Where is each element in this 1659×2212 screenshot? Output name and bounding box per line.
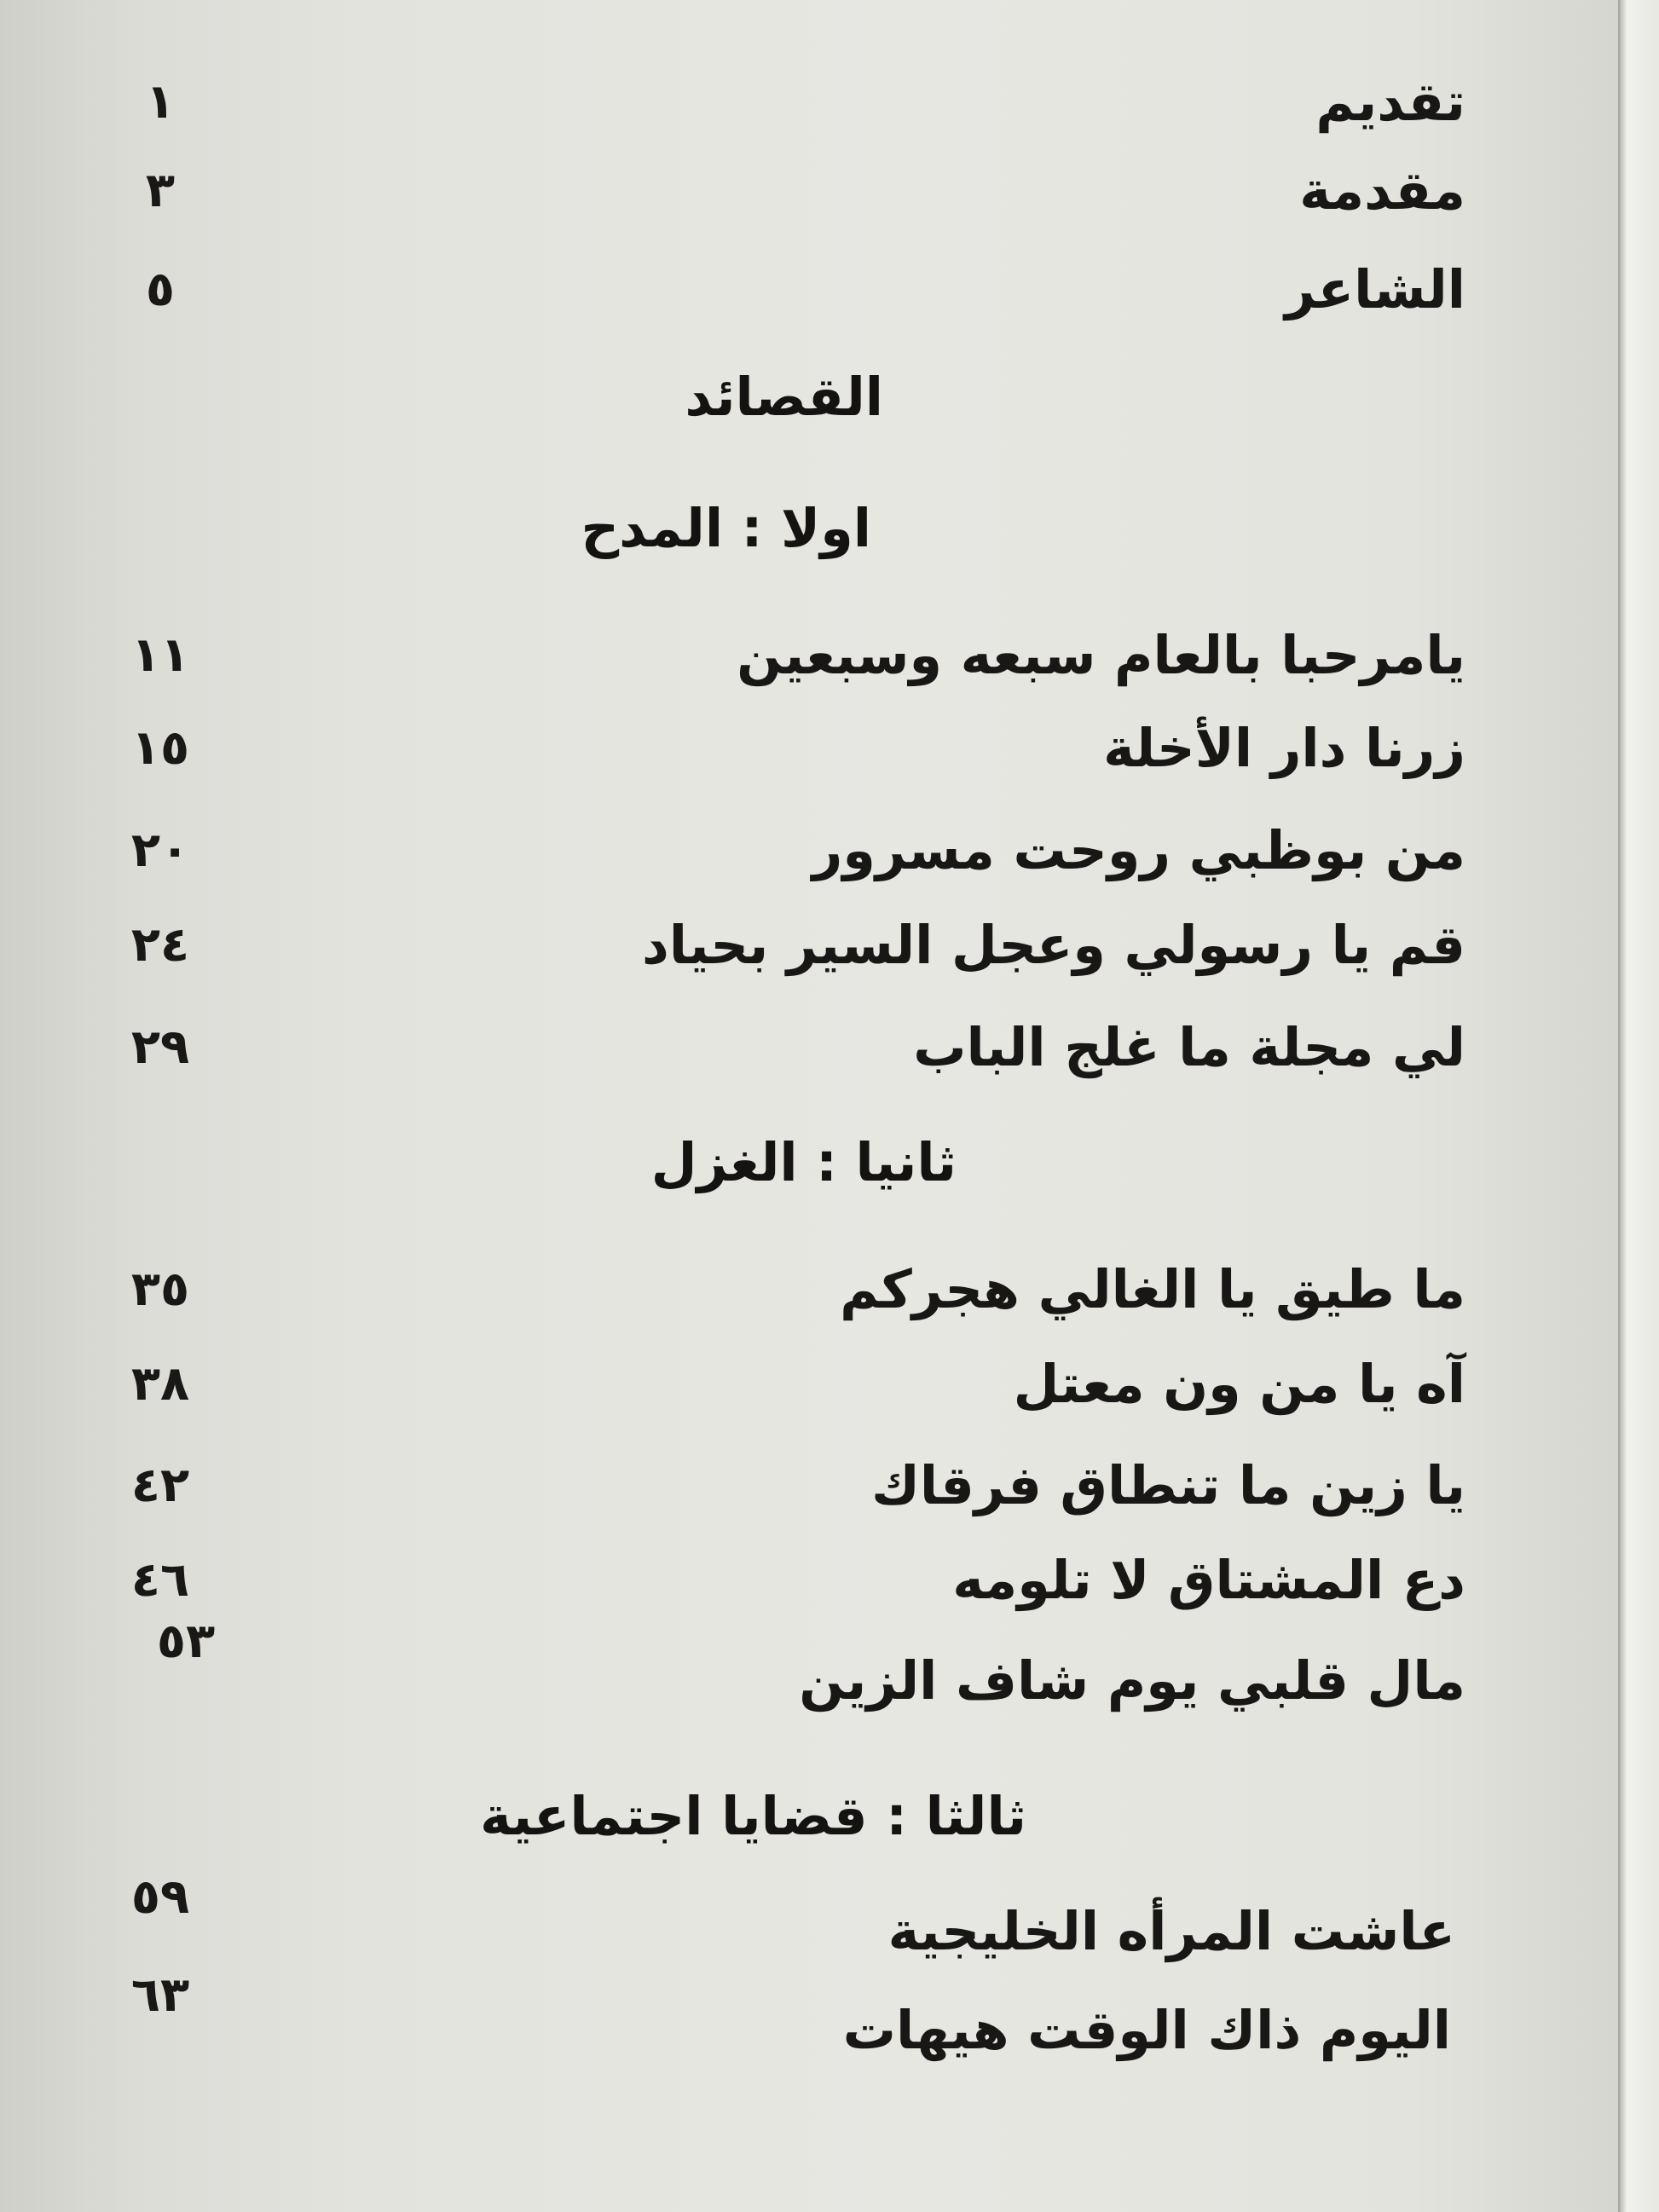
toc-entry-title: من بوظبي روحت مسرور bbox=[812, 819, 1465, 881]
toc-entry-title: ما طيق يا الغالي هجركم bbox=[840, 1258, 1465, 1320]
toc-entry-title: عاشت المرأه الخليجية bbox=[887, 1900, 1455, 1962]
toc-entry-title: دع المشتاق لا تلومه bbox=[952, 1549, 1465, 1611]
toc-entry-title: قم يا رسولي وعجل السير بحياد bbox=[641, 914, 1465, 976]
toc-entry-page: ٤٦ bbox=[130, 1552, 190, 1608]
toc-entry-page: ٣٥ bbox=[130, 1262, 190, 1317]
toc-entry-title: مال قلبي يوم شاف الزين bbox=[799, 1649, 1465, 1712]
toc-entry-title: لي مجلة ما غلج الباب bbox=[913, 1016, 1465, 1078]
toc-row-introduction bbox=[0, 152, 1659, 230]
toc-row bbox=[0, 1991, 1659, 2070]
toc-entry-page: ٣٨ bbox=[130, 1356, 190, 1412]
toc-row-preface bbox=[0, 63, 1659, 141]
toc-row-poet bbox=[0, 251, 1659, 329]
toc-row bbox=[0, 1008, 1659, 1087]
toc-entry-page: ٥٣ bbox=[156, 1614, 216, 1669]
toc-entry-page: ١ bbox=[145, 74, 176, 130]
toc-entry-page: ٦٣ bbox=[130, 1967, 190, 2023]
toc-entry-title: آه يا من ون معتل bbox=[1013, 1353, 1465, 1415]
toc-entry-title: يا زين ما تنطاق فرقاك bbox=[871, 1454, 1465, 1516]
toc-row bbox=[0, 1642, 1659, 1720]
toc-row bbox=[0, 1541, 1659, 1620]
toc-entry-title: تقديم bbox=[1315, 71, 1465, 133]
toc-row bbox=[0, 1892, 1659, 1971]
section-heading: ثالثا : قضايا اجتماعية bbox=[480, 1785, 1026, 1847]
section-heading: ثانيا : الغزل bbox=[650, 1131, 957, 1193]
toc-entry-page: ٢٩ bbox=[130, 1019, 190, 1075]
toc-row bbox=[0, 811, 1659, 890]
toc-row bbox=[0, 906, 1659, 985]
toc-entry-page: ٥ bbox=[145, 262, 176, 317]
toc-entry-page: ٢٠ bbox=[130, 823, 190, 878]
toc-entry-title: يامرحبا بالعام سبعه وسبعين bbox=[737, 624, 1465, 686]
toc-entry-page: ٤٢ bbox=[130, 1458, 190, 1513]
toc-entry-title: اليوم ذاك الوقت هيهات bbox=[842, 1999, 1451, 2061]
toc-row bbox=[0, 709, 1659, 788]
toc-entry-page: ١٥ bbox=[130, 720, 190, 776]
toc-row bbox=[0, 1447, 1659, 1525]
toc-row bbox=[0, 1345, 1659, 1424]
toc-entry-page: ٣ bbox=[145, 163, 176, 218]
toc-entry-page: ٢٤ bbox=[130, 917, 190, 973]
toc-row bbox=[0, 1250, 1659, 1329]
toc-entry-page: ٥٩ bbox=[130, 1869, 190, 1925]
toc-row bbox=[0, 616, 1659, 695]
toc-entry-title: الشاعر bbox=[1285, 258, 1465, 321]
toc-entry-page: ١١ bbox=[130, 627, 190, 683]
toc-entry-title: مقدمة bbox=[1299, 159, 1465, 222]
section-heading: اولا : المدح bbox=[581, 497, 871, 559]
main-heading: القصائد bbox=[685, 366, 883, 428]
toc-entry-title: زرنا دار الأخلة bbox=[1103, 717, 1465, 779]
